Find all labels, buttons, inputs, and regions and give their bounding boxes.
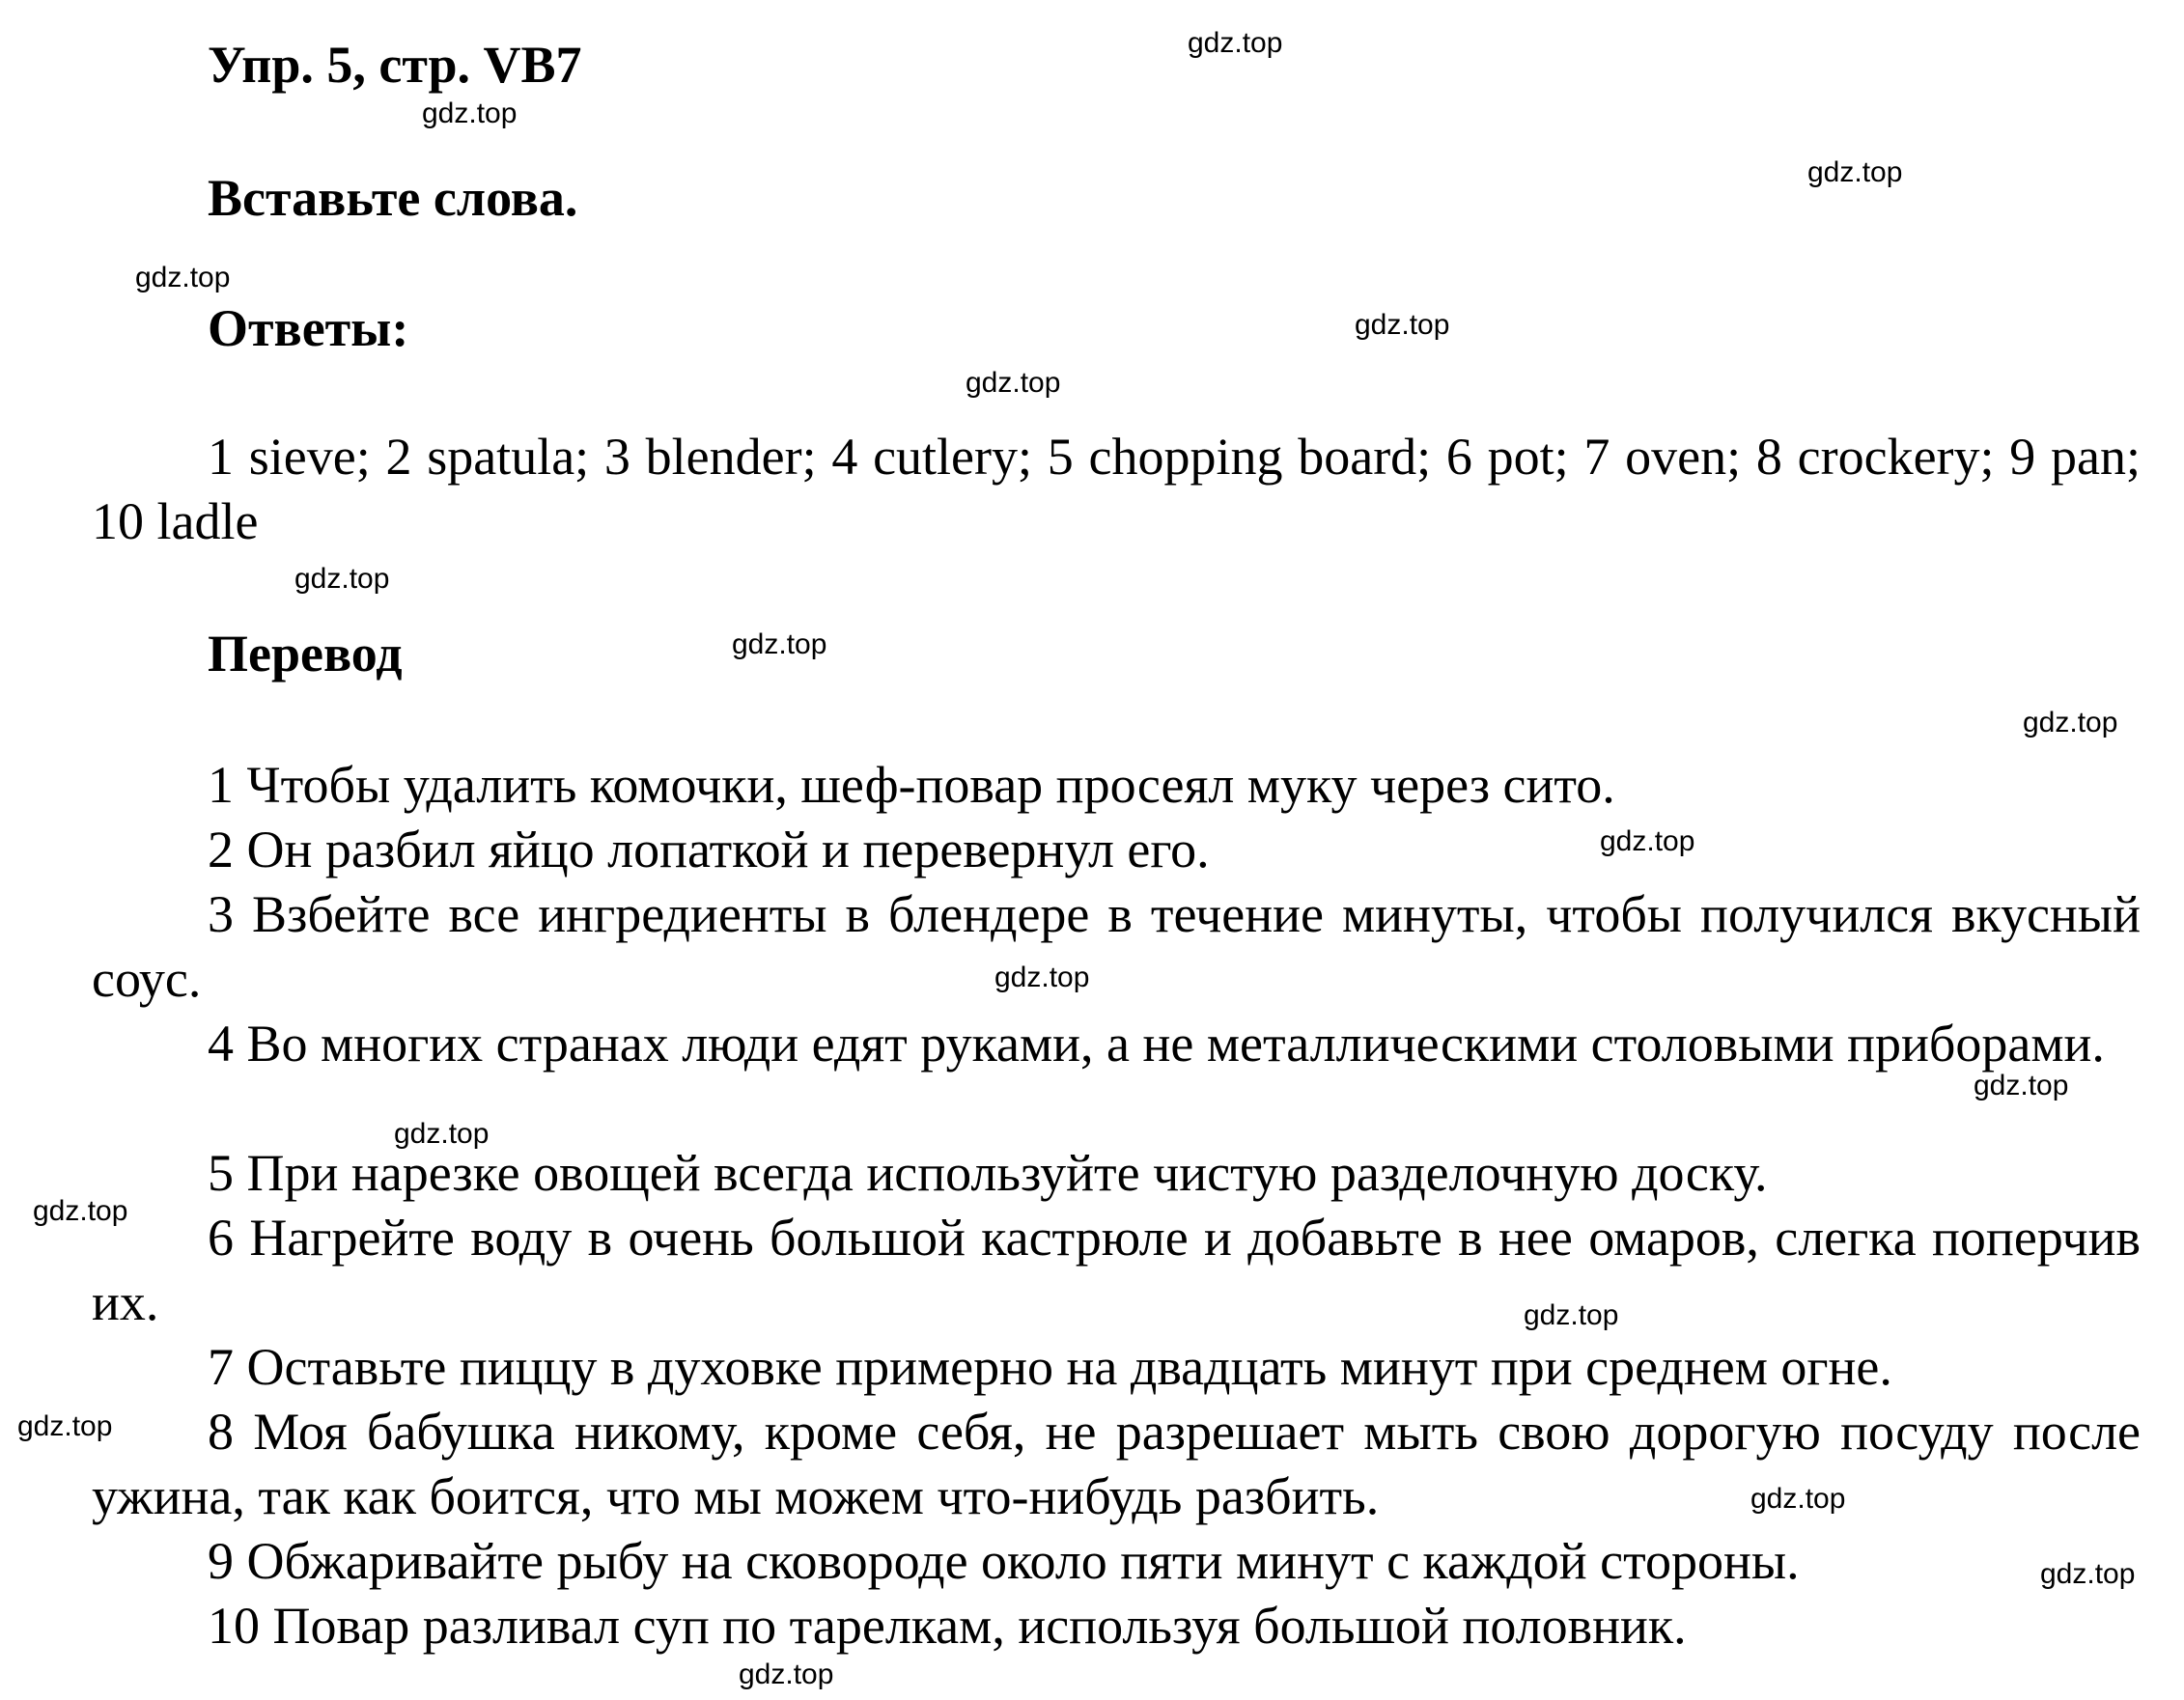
translation-item-7: 7 Оставьте пиццу в духовке примерно на двадцать минут при среднем огне. — [208, 1338, 1892, 1396]
watermark: gdz.top — [1750, 1483, 1846, 1515]
watermark: gdz.top — [394, 1118, 490, 1150]
translation-item-3: 3 Взбейте все ингредиенты в блендере в течение минуты, чтобы получился вкусный соус. — [92, 885, 2141, 1008]
watermark: gdz.top — [732, 628, 827, 660]
translation-heading: Перевод — [208, 625, 403, 683]
watermark: gdz.top — [739, 1658, 834, 1690]
translation-item-8: 8 Моя бабушка никому, кроме себя, не разрешает мыть свою дорогую посуду после ужина, так как боится, что мы можем что-нибудь разбить. — [92, 1403, 2141, 1525]
watermark: gdz.top — [1188, 27, 1283, 59]
translation-item-6: 6 Нагрейте воду в очень большой кастрюле и добавьте в нее омаров, слегка поперчив их. — [92, 1209, 2141, 1331]
watermark: gdz.top — [1524, 1299, 1619, 1331]
exercise-title: Упр. 5, стр. VB7 — [208, 36, 582, 94]
translation-item-5: 5 При нарезке овощей всегда используйте чистую разделочную доску. — [208, 1144, 1768, 1202]
watermark: gdz.top — [33, 1195, 128, 1227]
watermark: gdz.top — [1974, 1070, 2069, 1101]
instruction: Вставьте слова. — [208, 169, 578, 227]
watermark: gdz.top — [2023, 707, 2118, 739]
translation-item-4: 4 Во многих странах люди едят руками, а не металлическими столовыми приборами. — [208, 1015, 2105, 1073]
translation-item-2: 2 Он разбил яйцо лопаткой и перевернул его. — [208, 821, 1210, 878]
watermark: gdz.top — [994, 961, 1090, 993]
answers-text: 1 sieve; 2 spatula; 3 blender; 4 cutlery; 5 chopping board; 6 pot; 7 oven; 8 crockery; 9 pan; 10 ladle — [92, 428, 2141, 550]
translation-item-9: 9 Обжаривайте рыбу на сковороде около пяти минут с каждой стороны. — [208, 1532, 1800, 1590]
watermark: gdz.top — [294, 563, 390, 595]
watermark: gdz.top — [1807, 156, 1903, 188]
watermark: gdz.top — [2040, 1558, 2136, 1590]
answers-heading: Ответы: — [208, 299, 409, 357]
watermark: gdz.top — [17, 1410, 113, 1442]
translation-item-10: 10 Повар разливал суп по тарелкам, используя большой половник. — [208, 1597, 1687, 1655]
translation-item-1: 1 Чтобы удалить комочки, шеф-повар просеял муку через сито. — [208, 756, 1615, 814]
watermark: gdz.top — [966, 367, 1061, 399]
watermark: gdz.top — [1600, 825, 1695, 857]
watermark: gdz.top — [1355, 309, 1450, 341]
watermark: gdz.top — [422, 98, 518, 129]
watermark: gdz.top — [135, 262, 231, 293]
